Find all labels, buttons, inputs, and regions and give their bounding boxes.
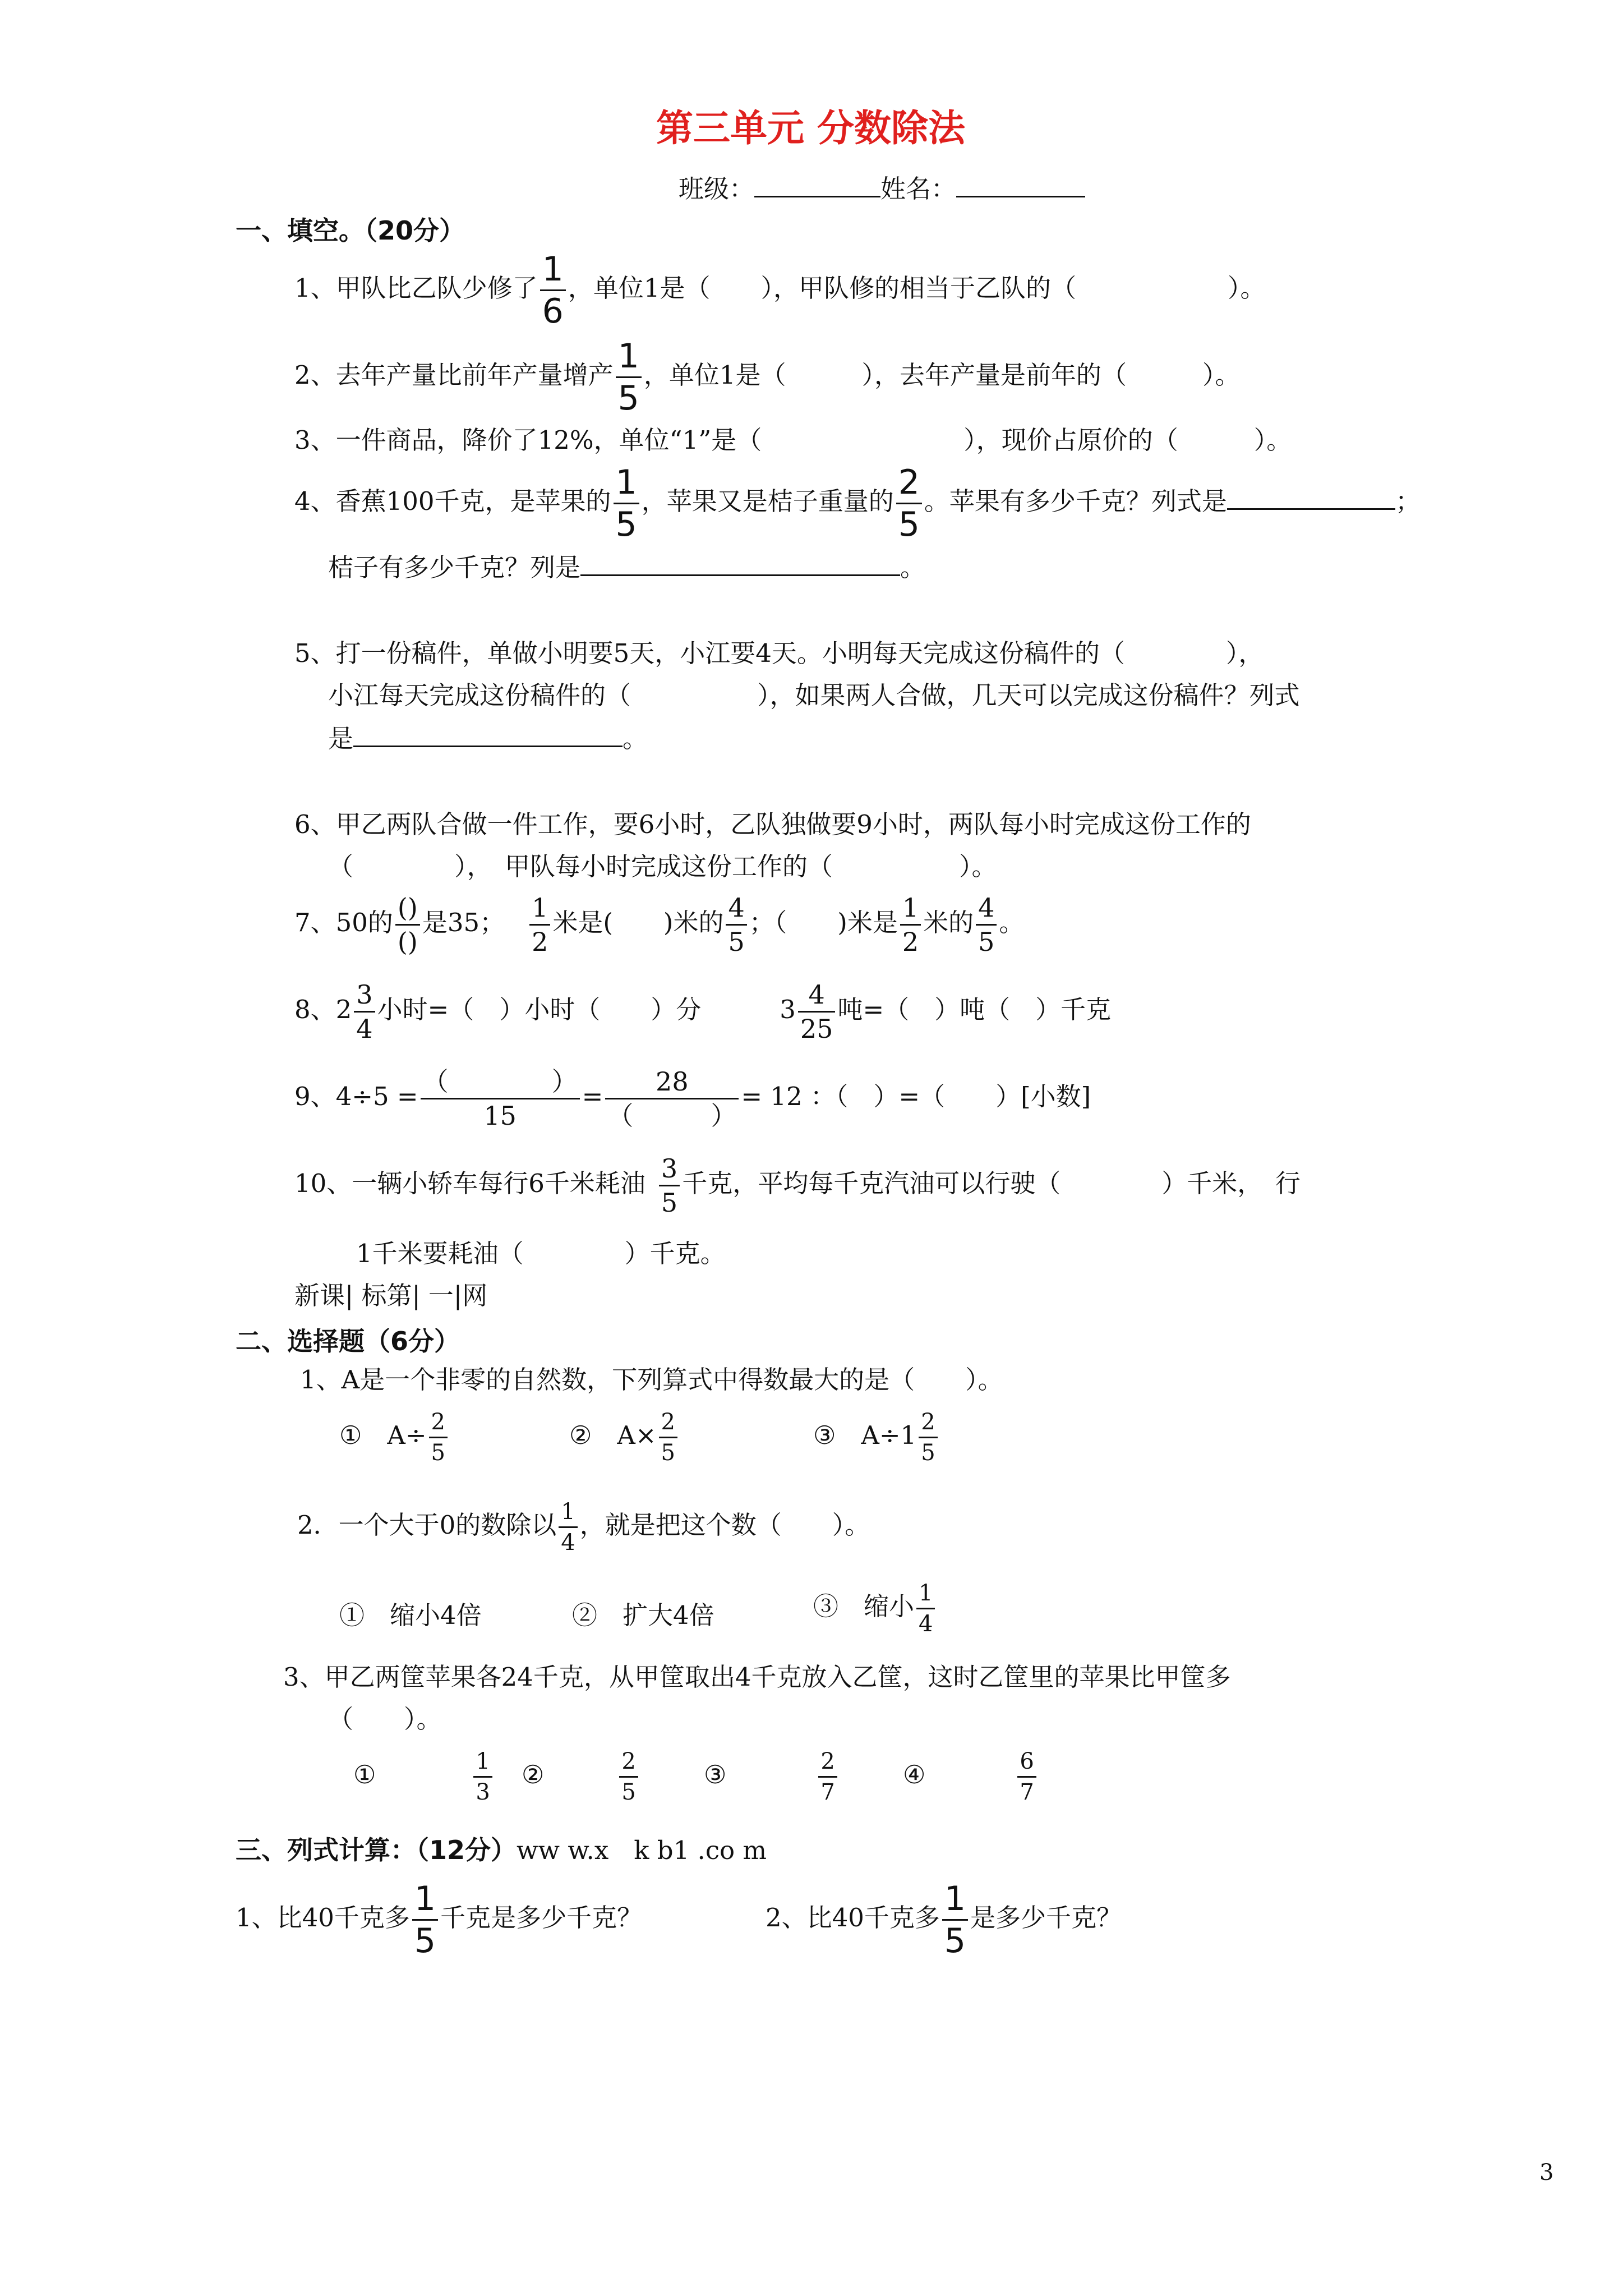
c1-o3-fraction: $\frac{2}{5}$ — [919, 1411, 937, 1464]
q9-text-a: 9、4÷5 = — [294, 1082, 418, 1111]
choice-2-option-2[interactable]: ② 扩大4倍 — [572, 1600, 714, 1630]
choice-3-option-4[interactable] — [903, 1750, 1039, 1803]
q4-text-d: ； — [1395, 486, 1421, 516]
c1-o2-fraction: $\frac{2}{5}$ — [659, 1411, 677, 1464]
question-6-line-2: （ ）， 甲队每小时完成这份工作的（ ）。 — [328, 852, 997, 881]
q4-answer-1[interactable] — [1227, 484, 1395, 510]
watermark-text-2: ww w.x k b1 .co m — [517, 1835, 767, 1865]
calc-question-1 — [236, 1879, 643, 1961]
q10-fraction: $\frac{3}{5}$ — [659, 1156, 680, 1216]
section-3-heading: 三、列式计算：（12分） — [236, 1835, 517, 1865]
name-label: 姓名： — [880, 174, 957, 204]
q8-text-b: 小时=（ ）小时（ ）分 — [377, 995, 702, 1024]
q8-fraction-1: $\frac{3}{4}$ — [354, 982, 375, 1042]
q8-text-a: 8、2 — [294, 995, 352, 1024]
class-label: 班级： — [679, 174, 755, 204]
q9-fraction-2: $\frac{28}{( )}$ — [605, 1069, 739, 1129]
page-number: 3 — [1539, 2160, 1554, 2185]
question-8 — [294, 979, 1112, 1044]
q4-text-a: 4、香蕉100千克，是苹果的 — [294, 486, 611, 516]
calc-q1-fraction: $\frac{1}{5}$ — [412, 1882, 438, 1958]
q4-fraction-1: $\frac{1}{5}$ — [614, 466, 639, 541]
q5-line3-end: 。 — [623, 724, 648, 753]
c3-o2-fraction: $\frac{2}{5}$ — [619, 1750, 638, 1803]
student-info — [679, 171, 1085, 206]
section-1-heading: 一、填空。（20分） — [236, 215, 465, 246]
q4-text-b: ，苹果又是桔子重量的 — [641, 486, 894, 516]
c2-o3-fraction: $\frac{1}{4}$ — [916, 1582, 935, 1635]
q8-text-d: 吨=（ ）吨（ ）千克 — [837, 995, 1112, 1024]
question-9 — [294, 1066, 1091, 1131]
q10-text-b: 千克，平均每千克汽油可以行驶（ ）千米， 行 — [682, 1168, 1301, 1198]
q5-line3-text: 是 — [328, 724, 354, 753]
choice-1-option-3[interactable] — [813, 1411, 940, 1464]
choice-1-option-1[interactable] — [339, 1411, 450, 1464]
q7-text-e: 米的 — [923, 908, 974, 937]
q4-text-c: 。苹果有多少千克？列式是 — [924, 486, 1227, 516]
calc-q2-text-b: 是多少千克？ — [970, 1903, 1122, 1932]
c3-o1-fraction: $\frac{1}{3}$ — [473, 1750, 492, 1803]
c2-fraction: $\frac{1}{4}$ — [559, 1501, 577, 1554]
q8-fraction-2: $\frac{4}{25}$ — [798, 982, 836, 1042]
choice-2-option-3[interactable] — [813, 1582, 937, 1635]
class-field[interactable] — [754, 171, 880, 197]
question-5-line-1: 5、打一份稿件，单做小明要5天，小江要4天。小明每天完成这份稿件的（ ）， — [294, 638, 1264, 668]
question-5-line-3 — [328, 721, 648, 756]
section-2-heading: 二、选择题（6分） — [236, 1326, 460, 1356]
c2-text-a: 2．一个大于0的数除以 — [297, 1510, 557, 1540]
q9-text-b: = — [582, 1082, 603, 1111]
c3-o1-text: ① — [353, 1760, 376, 1789]
c1-o2-text: ② A× — [569, 1420, 657, 1450]
question-7 — [294, 892, 1025, 957]
q7-text-d: ；（ )米是 — [749, 908, 898, 937]
q9-text-c: = 12 ：（ ）=（ ）[小数] — [741, 1082, 1091, 1111]
choice-1-option-2[interactable] — [569, 1411, 680, 1464]
question-10-line-2: 1千米要耗油（ ）千克。 — [356, 1239, 726, 1268]
q7-text-f: 。 — [999, 908, 1025, 937]
c3-o2-text: ② — [522, 1760, 545, 1789]
choice-question-3-line-1: 3、甲乙两筐苹果各24千克，从甲筐取出4千克放入乙筐，这时乙筐里的苹果比甲筐多 — [283, 1662, 1231, 1692]
q4-answer-2[interactable] — [580, 550, 900, 576]
choice-2-option-1[interactable]: ① 缩小4倍 — [339, 1600, 482, 1630]
q7-fraction-1: $\frac{()}{()}$ — [395, 895, 420, 955]
calc-q1-text-a: 1、比40千克多 — [236, 1903, 410, 1932]
q2-text-a: 2、去年产量比前年产量增产 — [294, 360, 614, 390]
page-title: 第三单元 分数除法 — [656, 107, 965, 150]
q10-text-a: 10、一辆小轿车每行6千米耗油 — [294, 1168, 645, 1198]
q4-line2-text: 桔子有多少千克？列是 — [328, 553, 581, 582]
c3-o4-text: ④ — [903, 1760, 926, 1789]
section-3-heading-row — [236, 1830, 767, 1867]
watermark-text-1: 新课| 标第| 一|网 — [294, 1281, 488, 1310]
q1-text-a: 1、甲队比乙队少修了 — [294, 273, 538, 303]
question-6-line-1: 6、甲乙两队合做一件工作，要6小时，乙队独做要9小时，两队每小时完成这份工作的 — [294, 809, 1251, 839]
q4-fraction-2: $\frac{2}{5}$ — [896, 466, 922, 541]
q7-fraction-4: $\frac{1}{2}$ — [900, 895, 921, 955]
calc-q1-text-b: 千克是多少千克？ — [440, 1903, 643, 1932]
question-4-line-2 — [328, 550, 925, 585]
q1-fraction: $\frac{1}{6}$ — [540, 252, 566, 328]
q7-text-c: 米是( )米的 — [552, 908, 724, 937]
question-1 — [294, 250, 1266, 331]
calc-question-2 — [766, 1879, 1122, 1961]
question-4 — [294, 463, 1421, 544]
c1-o1-fraction: $\frac{2}{5}$ — [429, 1411, 448, 1464]
q7-text-b: 是35； — [422, 908, 505, 937]
q2-fraction: $\frac{1}{5}$ — [616, 339, 642, 415]
q9-fraction-1: $\frac{( )}{15}$ — [421, 1069, 580, 1129]
choice-3-option-2[interactable] — [522, 1750, 640, 1803]
choice-question-3-line-2: （ ）。 — [328, 1704, 442, 1734]
q4-line2-end: 。 — [900, 553, 926, 582]
q2-text-b: ，单位1是（ ），去年产量是前年的（ ）。 — [643, 360, 1241, 390]
c1-o3-text: ③ A÷1 — [813, 1420, 917, 1450]
q7-fraction-3: $\frac{4}{5}$ — [726, 895, 746, 955]
question-2 — [294, 337, 1241, 418]
choice-question-2 — [297, 1501, 870, 1554]
choice-3-option-3[interactable] — [704, 1750, 840, 1803]
q7-text-a: 7、50的 — [294, 908, 393, 937]
c3-o3-fraction: $\frac{2}{7}$ — [818, 1750, 837, 1803]
question-5-line-2: 小江每天完成这份稿件的（ ），如果两人合做，几天可以完成这份稿件？列式 — [328, 680, 1300, 710]
question-10 — [294, 1153, 1301, 1218]
q8-text-c: 3 — [780, 995, 796, 1024]
c3-o3-text: ③ — [704, 1760, 727, 1789]
q1-text-b: ，单位1是（ ），甲队修的相当于乙队的（ ）。 — [568, 273, 1266, 303]
choice-3-option-1[interactable] — [353, 1750, 495, 1803]
c2-text-b: ，就是把这个数（ ）。 — [579, 1510, 870, 1540]
c1-o1-text: ① A÷ — [339, 1420, 427, 1450]
c3-o4-fraction: $\frac{6}{7}$ — [1017, 1750, 1036, 1803]
question-3: 3、一件商品，降价了12%，单位“1”是（ ），现价占原价的（ ）。 — [294, 425, 1292, 455]
q7-fraction-2: $\frac{1}{2}$ — [529, 895, 550, 955]
q7-fraction-5: $\frac{4}{5}$ — [976, 895, 997, 955]
choice-question-1: 1、A是一个非零的自然数，下列算式中得数最大的是（ ）。 — [300, 1365, 1003, 1395]
calc-q2-text-a: 2、比40千克多 — [766, 1903, 940, 1932]
c2-o3-text: ③ 缩小 — [813, 1591, 915, 1621]
q5-answer[interactable] — [353, 721, 623, 747]
name-field[interactable] — [956, 171, 1085, 197]
calc-q2-fraction: $\frac{1}{5}$ — [942, 1882, 968, 1958]
